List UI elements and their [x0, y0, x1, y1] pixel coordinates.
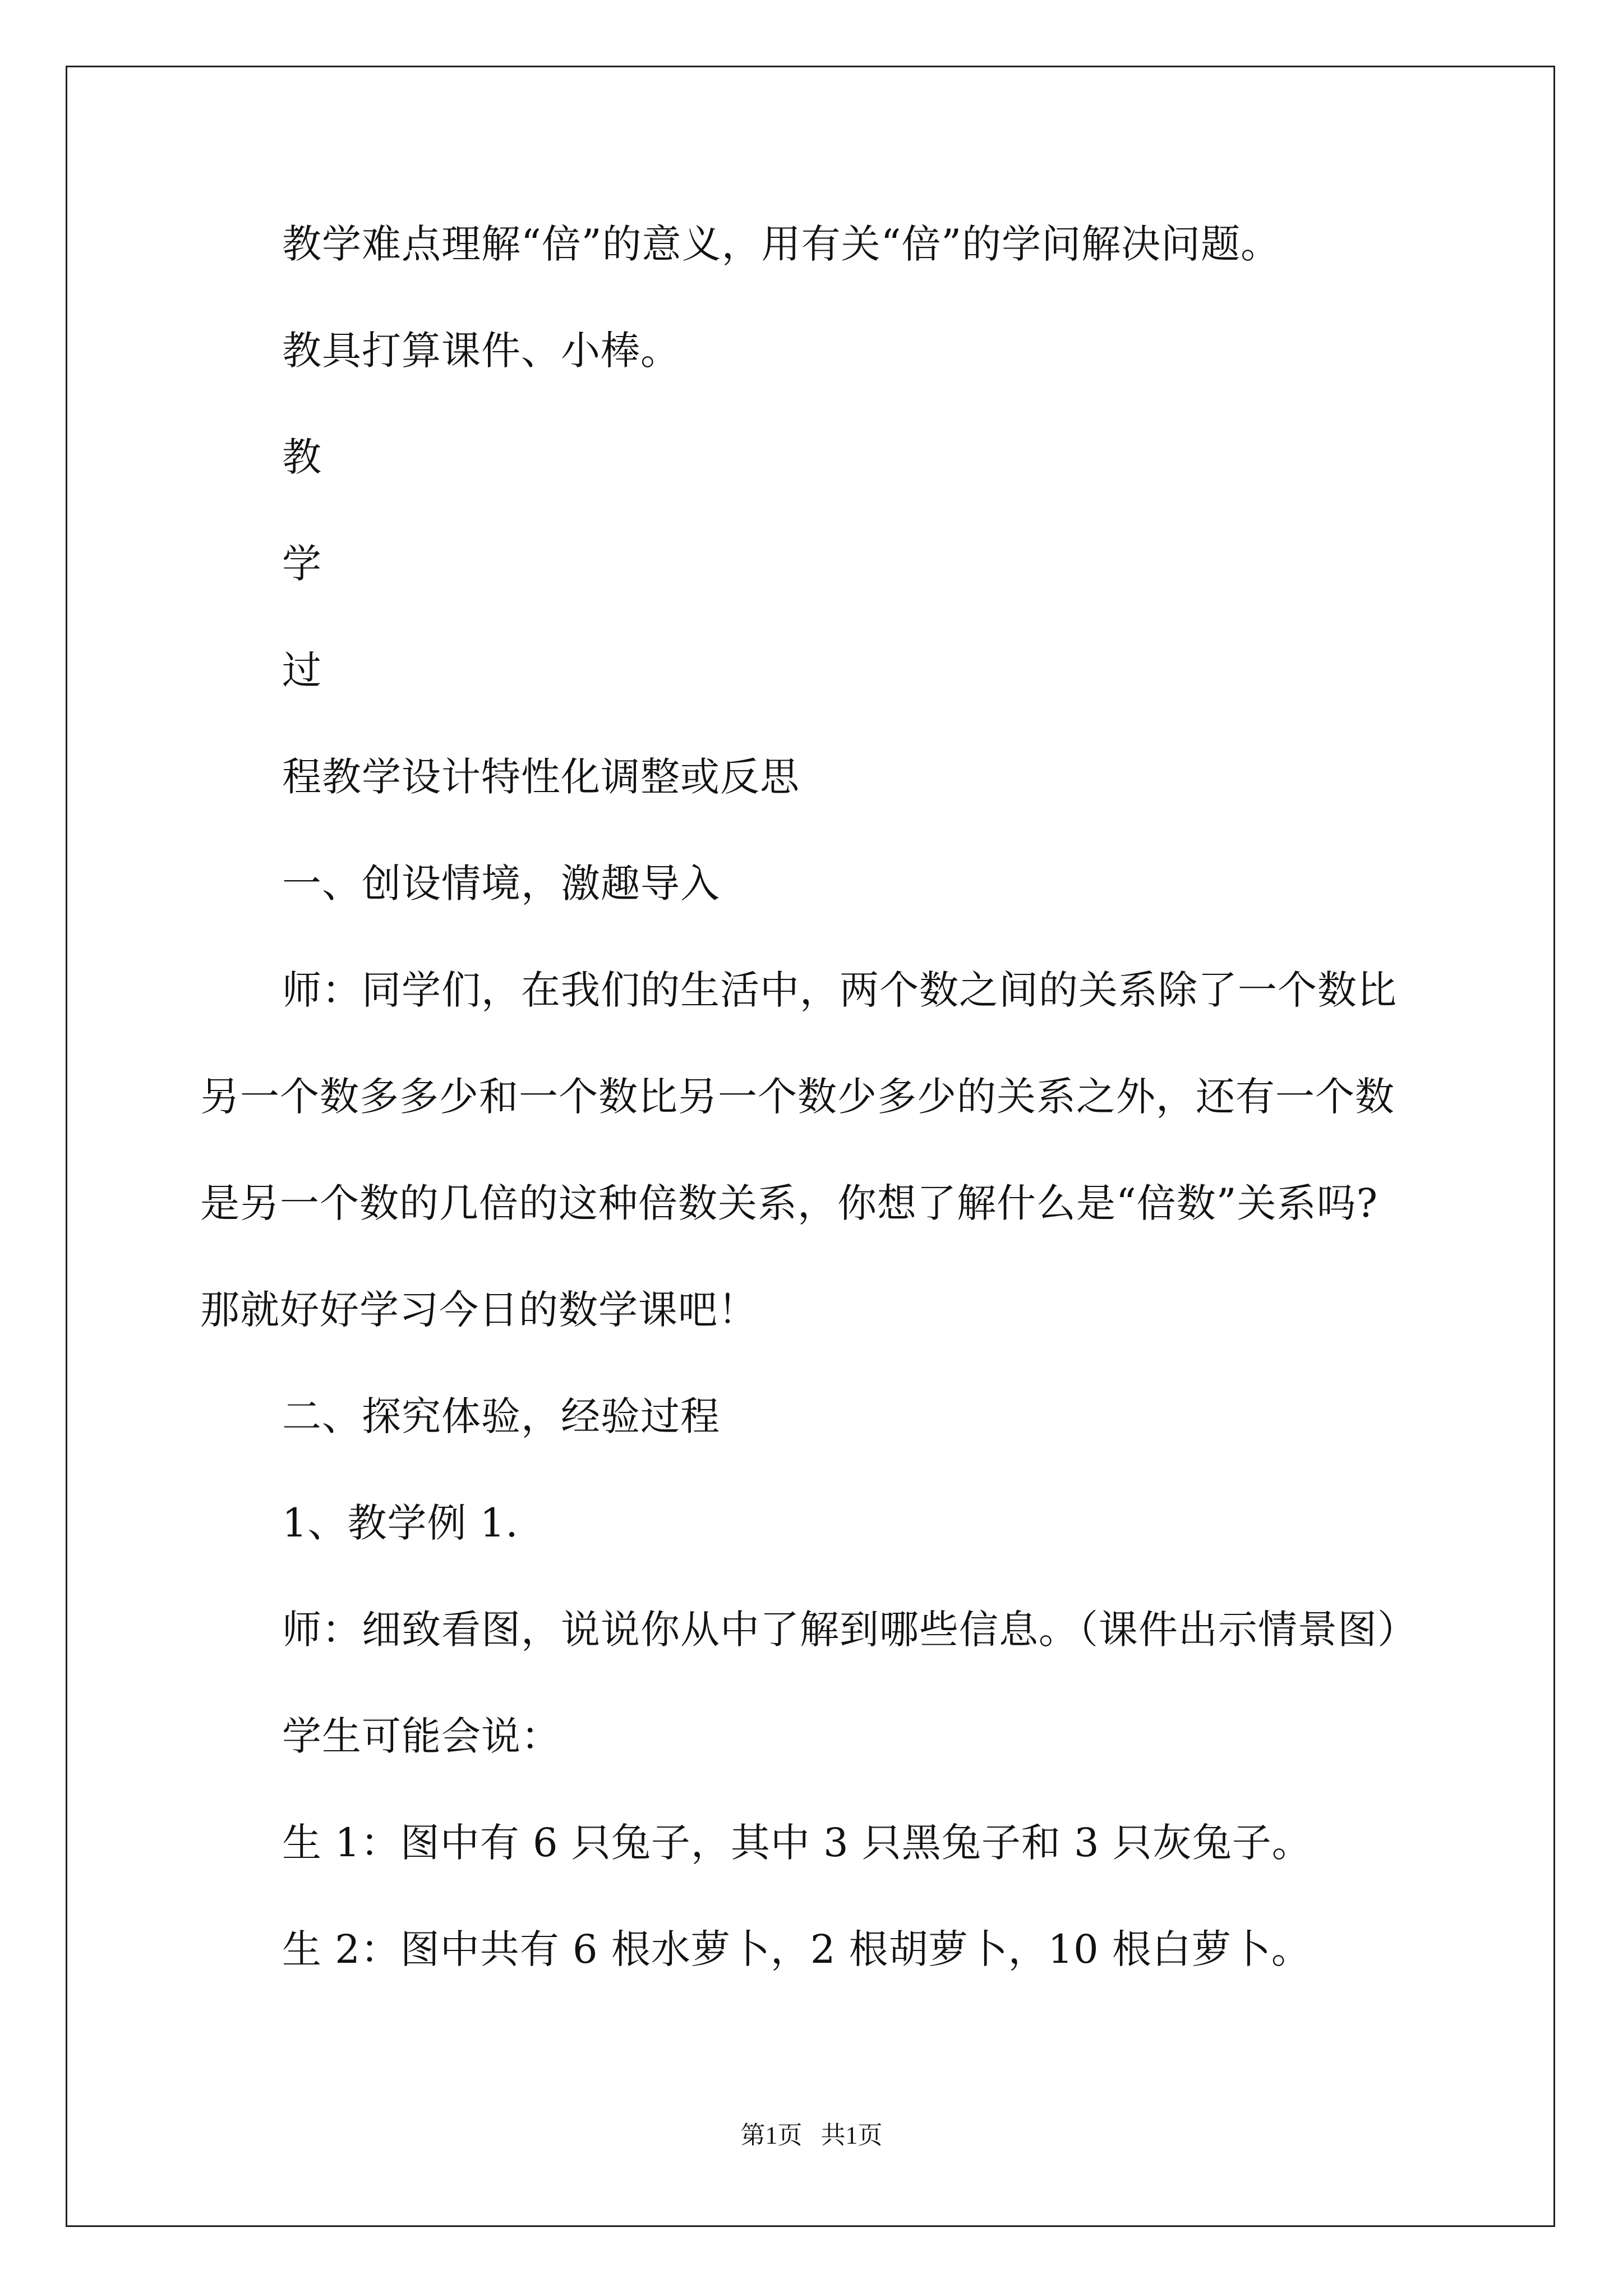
paragraph-teacher-prompt: 师：细致看图，说说你从中了解到哪些信息。（课件出示情景图） — [282, 1607, 1417, 1653]
paragraph-process-heading: 程教学设计特性化调整或反思 — [282, 754, 800, 800]
paragraph-teacher-intro-line-1: 师：同学们，在我们的生活中，两个数之间的关系除了一个数比 — [282, 967, 1397, 1013]
paragraph-teaching-tools: 教具打算课件、小棒。 — [282, 328, 680, 374]
paragraph-heading-char-2: 学 — [282, 541, 322, 587]
paragraph-student-1: 生 1：图中有 6 只兔子，其中 3 只黑兔子和 3 只灰兔子。 — [282, 1820, 1312, 1866]
page-footer: 第1页 共1页 — [740, 2122, 883, 2149]
paragraph-student-2: 生 2：图中共有 6 根水萝卜，2 根胡萝卜，10 根白萝卜。 — [282, 1926, 1311, 1972]
page-border — [66, 66, 1555, 2227]
paragraph-student-may-say: 学生可能会说： — [282, 1713, 561, 1759]
paragraph-teaching-difficulty: 教学难点理解“倍”的意义，用有关“倍”的学问解决问题。 — [282, 221, 1281, 267]
section-heading-2: 二、探究体验，经验过程 — [282, 1393, 720, 1439]
paragraph-teacher-intro-line-3: 是另一个数的几倍的这种倍数关系，你想了解什么是“倍数”关系吗? — [200, 1180, 1378, 1226]
paragraph-heading-char-3: 过 — [282, 647, 322, 693]
paragraph-teacher-intro-line-2: 另一个数多多少和一个数比另一个数少多少的关系之外，还有一个数 — [200, 1074, 1395, 1120]
subsection-heading-example-1: 1、教学例 1. — [282, 1500, 519, 1546]
paragraph-heading-char-1: 教 — [282, 434, 322, 480]
section-heading-1: 一、创设情境，激趣导入 — [282, 861, 720, 907]
paragraph-teacher-intro-line-4: 那就好好学习今日的数学课吧！ — [200, 1287, 758, 1333]
